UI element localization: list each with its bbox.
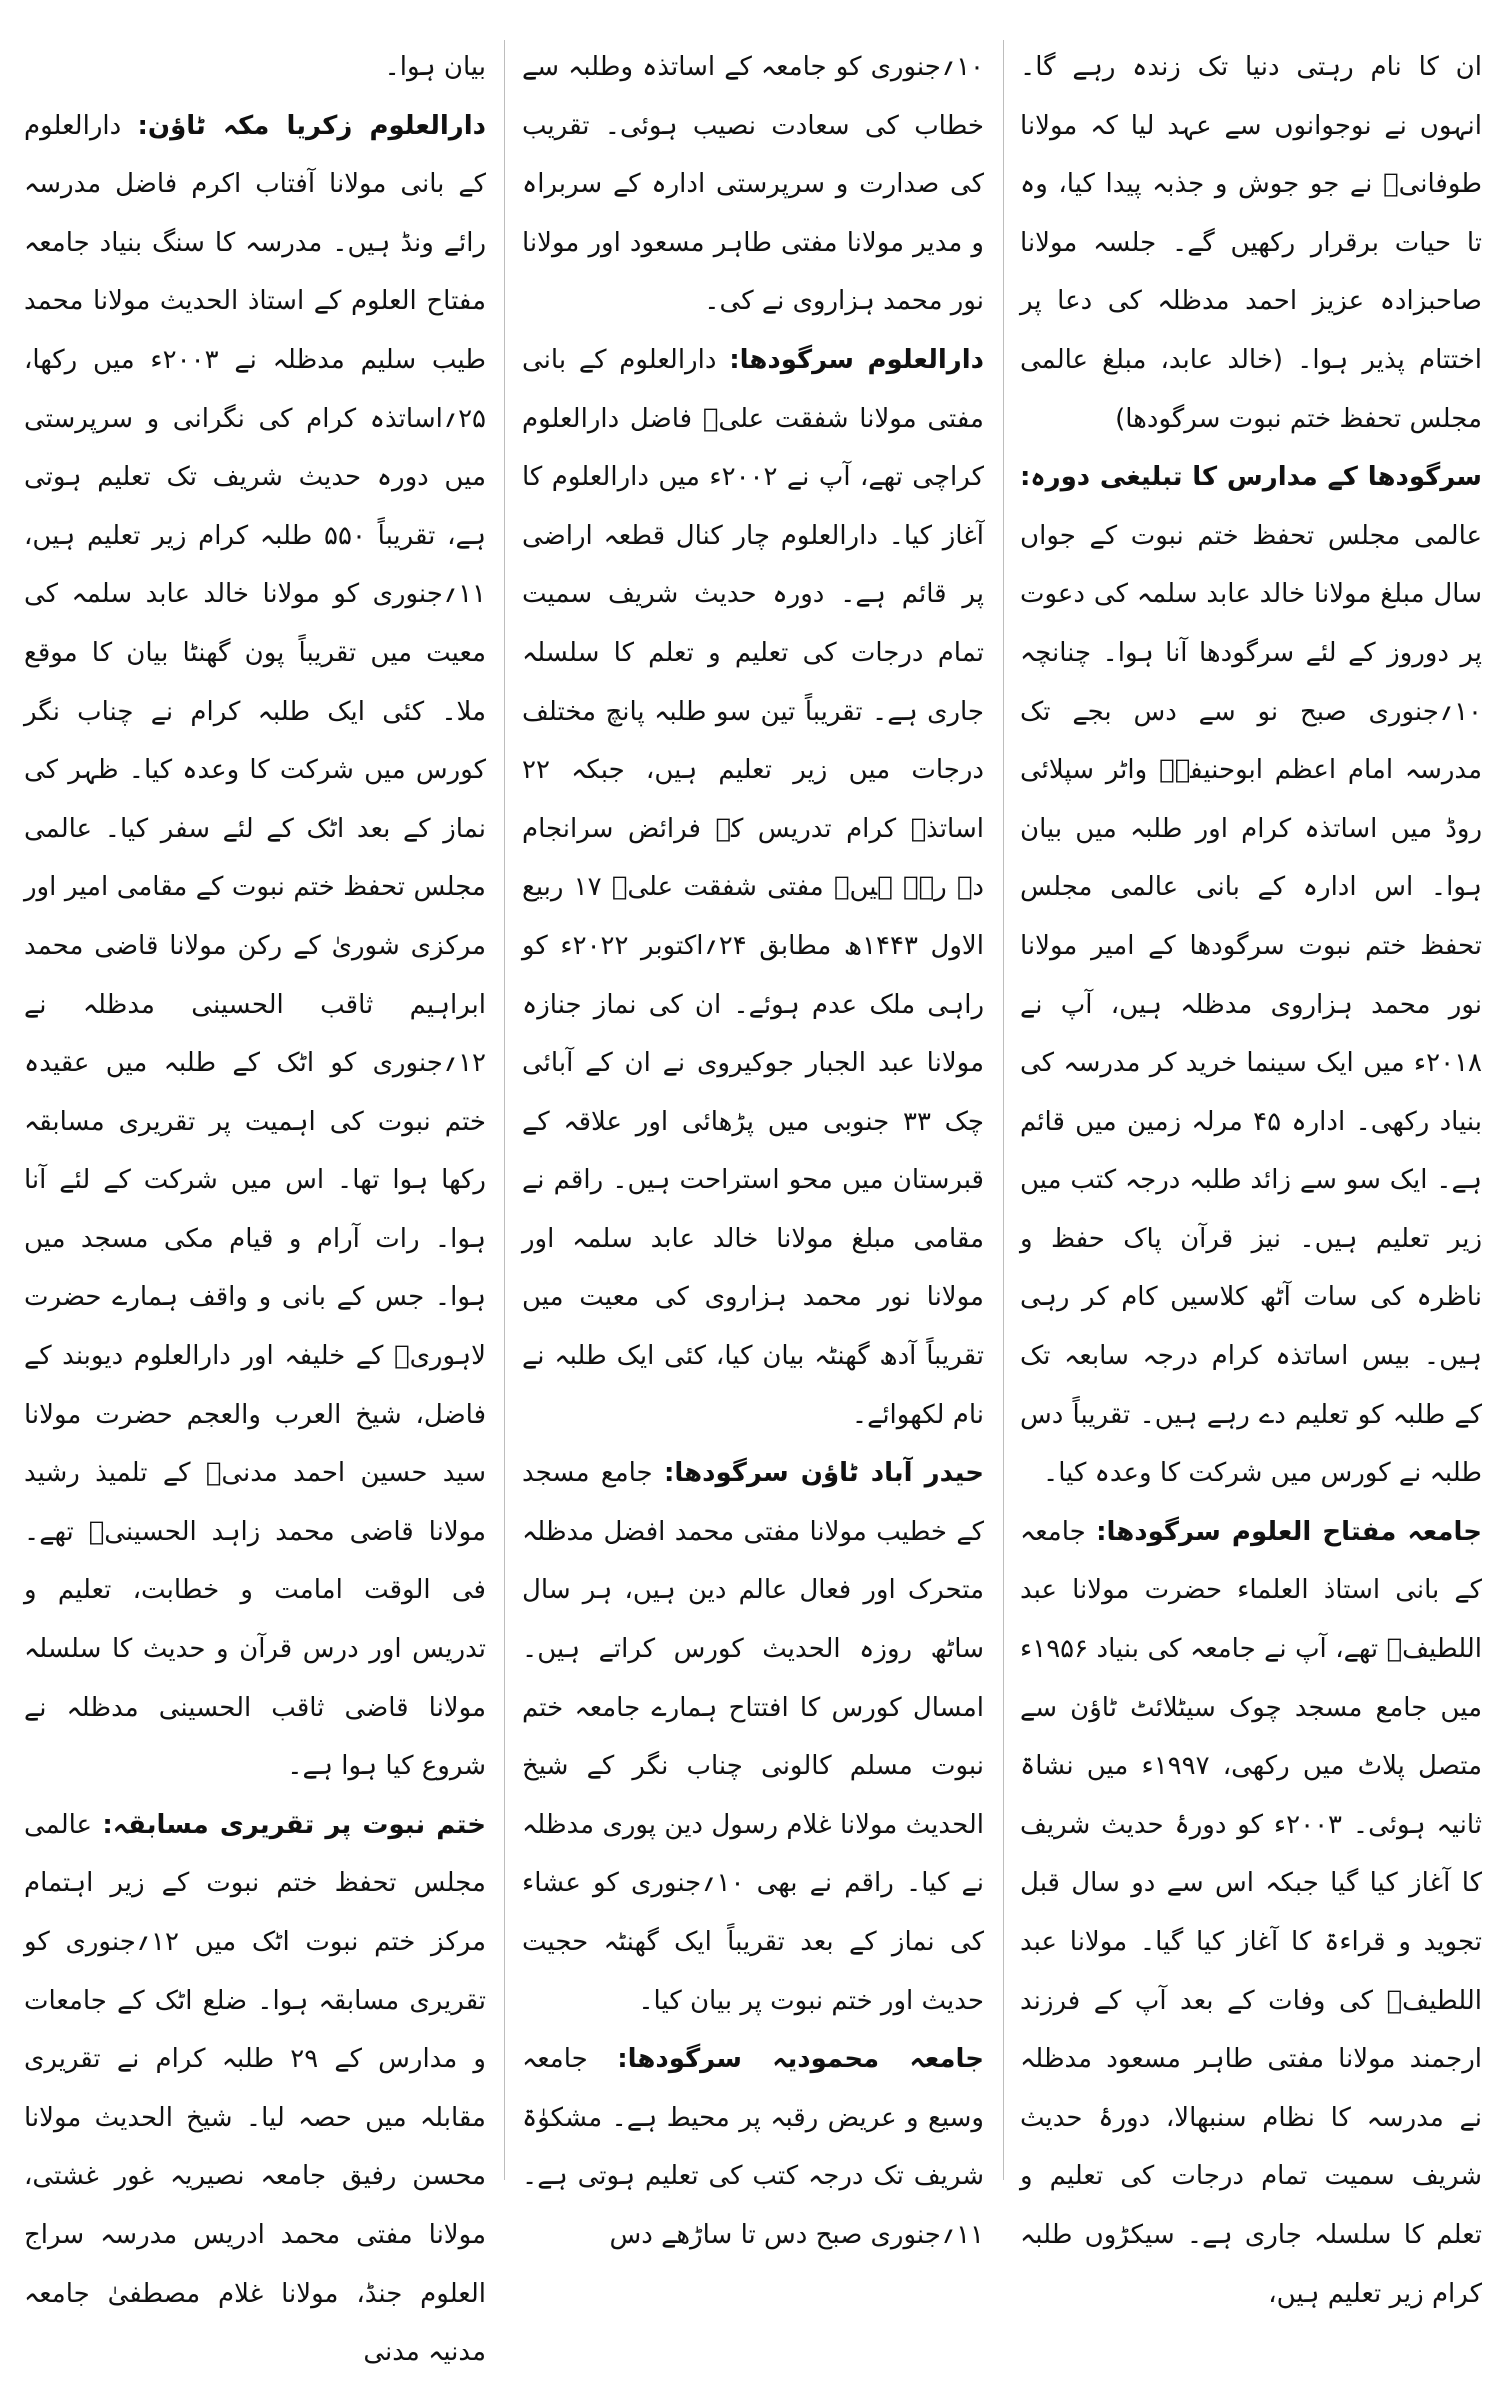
- section-heading: سرگودھا کے مدارس کا تبلیغی دورہ:: [1020, 462, 1482, 493]
- paragraph: [1020, 1503, 1482, 2323]
- paragraph: [522, 2030, 984, 2264]
- paragraph-text: دارالعلوم کے بانی مفتی مولانا شفقت علیؒ فاضل دارالعلوم کراچی تھے، آپ نے ۲۰۰۲ء میں دارالعلوم کا آغاز کیا۔ دارالعلوم چار کنال قطعہ اراضی پر قائم ہے۔ دورہ حدیث شریف سمیت تمام درجات کی تعلیم و تعلم کا سلسلہ جاری ہے۔ تقریباً تین سو طلبہ پانچ مختلف درجات میں زیر تعلیم ہیں، جبکہ ۲۲ اساتذہ کرام تدریس کے فرائض سرانجام دے رہے ہیں۔ مفتی شفقت علیؒ ۱۷ ربیع الاول ۱۴۴۳ھ مطابق ۲۴؍اکتوبر ۲۰۲۲ء کو راہی ملک عدم ہوئے۔ ان کی نماز جنازہ مولانا عبد الجبار جوکیروی نے ان کے آبائی چک ۳۳ جنوبی میں پڑھائی اور علاقہ کے قبرستان میں محو استراحت ہیں۔ راقم نے مقامی مبلغ مولانا خالد عابد سلمہ اور مولانا نور محمد ہزاروی کی معیت میں تقریباً آدھ گھنٹہ بیان کیا، کئی ایک طلبہ نے نام لکھوائے۔: [522, 344, 985, 1430]
- paragraph: [24, 1796, 486, 2382]
- paragraph-text: بیان ہوا۔: [384, 52, 486, 82]
- paragraph-text: عالمی مجلس تحفظ ختم نبوت کے جواں سال مبلغ مولانا خالد عابد سلمہ کی دعوت پر دوروز کے لئے سرگودھا آنا ہوا۔ چنانچہ ۱۰؍جنوری صبح نو سے دس بجے تک مدرسہ امام اعظم ابوحنیفہؒ واٹر سپلائی روڈ میں اساتذہ کرام اور طلبہ میں بیان ہوا۔ اس ادارہ کے بانی عالمی مجلس تحفظ ختم نبوت سرگودھا کے امیر مولانا نور محمد ہزاروی مدظلہ ہیں، آپ نے ۲۰۱۸ء میں ایک سینما خرید کر مدرسہ کی بنیاد رکھی۔ ادارہ ۴۵ مرلہ زمین میں قائم ہے۔ ایک سو سے زائد طلبہ درجہ کتب میں زیر تعلیم ہیں۔ نیز قرآن پاک حفظ و ناظرہ کی سات آٹھ کلاسیں کام کر رہی ہیں۔ بیس اساتذہ کرام درجہ سابعہ تک کے طلبہ کو تعلیم دے رہے ہیں۔ تقریباً دس طلبہ نے کورس میں شرکت کا وعدہ کیا۔: [1020, 520, 1482, 1489]
- section-heading: ختم نبوت پر تقریری مسابقہ:: [102, 1809, 486, 1840]
- column-right: [1020, 38, 1482, 2309]
- section-heading: دارالعلوم زکریا مکہ ٹاؤن:: [137, 110, 486, 141]
- paragraph: [24, 97, 486, 1796]
- paragraph-text: دارالعلوم کے بانی مولانا آفتاب اکرم فاضل مدرسہ رائے ونڈ ہیں۔ مدرسہ کا سنگ بنیاد جامعہ مفتاح العلوم کے استاذ الحدیث مولانا محمد طیب سلیم مدظلہ نے ۲۰۰۳ء میں رکھا، ۲۵؍اساتذہ کرام کی نگرانی و سرپرستی میں دورہ حدیث شریف تک تعلیم ہوتی ہے، تقریباً ۵۵۰ طلبہ کرام زیر تعلیم ہیں، ۱۱؍جنوری کو مولانا خالد عابد سلمہ کی معیت میں تقریباً پون گھنٹا بیان کا موقع ملا۔ کئی ایک طلبہ کرام نے چناب نگر کورس میں شرکت کا وعدہ کیا۔ ظہر کی نماز کے بعد اٹک کے لئے سفر کیا۔ عالمی مجلس تحفظ ختم نبوت کے مقامی امیر اور مرکزی شوریٰ کے رکن مولانا قاضی محمد ابراہیم ثاقب الحسینی مدظلہ نے ۱۲؍جنوری کو اٹک کے طلبہ میں عقیدہ ختم نبوت کی اہمیت پر تقریری مسابقہ رکھا ہوا تھا۔ اس میں شرکت کے لئے آنا ہوا۔ رات آرام و قیام مکی مسجد میں ہوا۔ جس کے بانی و واقف ہمارے حضرت لاہوریؒ کے خلیفہ اور دارالعلوم دیوبند کے فاضل، شیخ العرب والعجم حضرت مولانا سید حسین احمد مدنیؒ کے تلمیذ رشید مولانا قاضی محمد زاہد الحسینیؒ تھے۔ فی الوقت امامت و خطابت، تعلیم و تدریس اور درس قرآن و حدیث کا سلسلہ مولانا قاضی ثاقب الحسینی مدظلہ نے شروع کیا ہوا ہے۔: [24, 110, 486, 1782]
- section-heading: دارالعلوم سرگودھا:: [729, 344, 985, 375]
- paragraph-text: جامعہ کے بانی استاذ العلماء حضرت مولانا عبد اللطیفؒ تھے، آپ نے جامعہ کی بنیاد ۱۹۵۶ء میں جامع مسجد چوک سیٹلائٹ ٹاؤن سے متصل پلاٹ میں رکھی، ۱۹۹۷ء میں نشاۃ ثانیہ ہوئی۔ ۲۰۰۳ء کو دورۂ حدیث شریف کا آغاز کیا گیا جبکہ اس سے دو سال قبل تجوید و قراءۃ کا آغاز کیا گیا۔ مولانا عبد اللطیفؒ کی وفات کے بعد آپ کے فرزند ارجمند مولانا مفتی طاہر مسعود مدظلہ نے مدرسہ کا نظام سنبھالا، دورۂ حدیث شریف سمیت تمام درجات کی تعلیم و تعلم کا سلسلہ جاری ہے۔ سیکڑوں طلبہ کرام زیر تعلیم ہیں،: [1020, 1516, 1482, 2309]
- paragraph-text: ان کا نام رہتی دنیا تک زندہ رہے گا۔ انہوں نے نوجوانوں سے عہد لیا کہ مولانا طوفانیؒ نے جو جوش و جذبہ پیدا کیا، وہ تا حیات برقرار رکھیں گے۔ جلسہ مولانا صاحبزادہ عزیز احمد مدظلہ کی دعا پر اختتام پذیر ہوا۔ (خالد عابد، مبلغ عالمی مجلس تحفظ ختم نبوت سرگودھا): [1020, 52, 1482, 434]
- paragraph: [522, 331, 984, 1444]
- paragraph-text: ۱۰؍جنوری کو جامعہ کے اساتذہ وطلبہ سے خطاب کی سعادت نصیب ہوئی۔ تقریب کی صدارت و سرپرستی ادارہ کے سربراہ و مدیر مولانا مفتی طاہر مسعود اور مولانا نور محمد ہزاروی نے کی۔: [522, 52, 984, 317]
- paragraph: [24, 38, 486, 97]
- column-divider: [1003, 40, 1004, 2180]
- column-left: [24, 38, 486, 2368]
- paragraph: [522, 1444, 984, 2030]
- section-heading: جامعہ محمودیہ سرگودھا:: [617, 2044, 984, 2075]
- paragraph-text: جامع مسجد کے خطیب مولانا مفتی محمد افضل مدظلہ متحرک اور فعال عالم دین ہیں، ہر سال ساٹھ روزہ الحدیث کورس کراتے ہیں۔ امسال کورس کا افتتاح ہمارے جامعہ ختم نبوت مسلم کالونی چناب نگر کے شیخ الحدیث مولانا غلام رسول دین پوری مدظلہ نے کیا۔ راقم نے بھی ۱۰؍جنوری کو عشاء کی نماز کے بعد تقریباً ایک گھنٹہ حجیت حدیث اور ختم نبوت پر بیان کیا۔: [522, 1458, 984, 2016]
- paragraph-text: عالمی مجلس تحفظ ختم نبوت کے زیر اہتمام مرکز ختم نبوت اٹک میں ۱۲؍جنوری کو تقریری مسابقہ ہوا۔ ضلع اٹک کے جامعات و مدارس کے ۲۹ طلبہ کرام نے تقریری مقابلہ میں حصہ لیا۔ شیخ الحدیث مولانا محسن رفیق جامعہ نصیریہ غور غشتی، مولانا مفتی محمد ادریس مدرسہ سراج العلوم جنڈ، مولانا غلام مصطفیٰ جامعہ مدنیہ مدنی: [24, 1809, 486, 2368]
- column-divider: [504, 40, 505, 2180]
- paragraph: [1020, 38, 1482, 448]
- paragraph: [1020, 448, 1482, 1503]
- paragraph: [522, 38, 984, 331]
- section-heading: جامعہ مفتاح العلوم سرگودھا:: [1096, 1516, 1482, 1547]
- section-heading: حیدر آباد ٹاؤن سرگودھا:: [663, 1458, 984, 1489]
- paragraph-text: جامعہ وسیع و عریض رقبہ پر محیط ہے۔ مشکوٰۃ شریف تک درجہ کتب کی تعلیم ہوتی ہے۔ ۱۱؍جنوری صبح دس تا ساڑھے دس: [522, 2044, 984, 2250]
- column-middle: [522, 38, 985, 2250]
